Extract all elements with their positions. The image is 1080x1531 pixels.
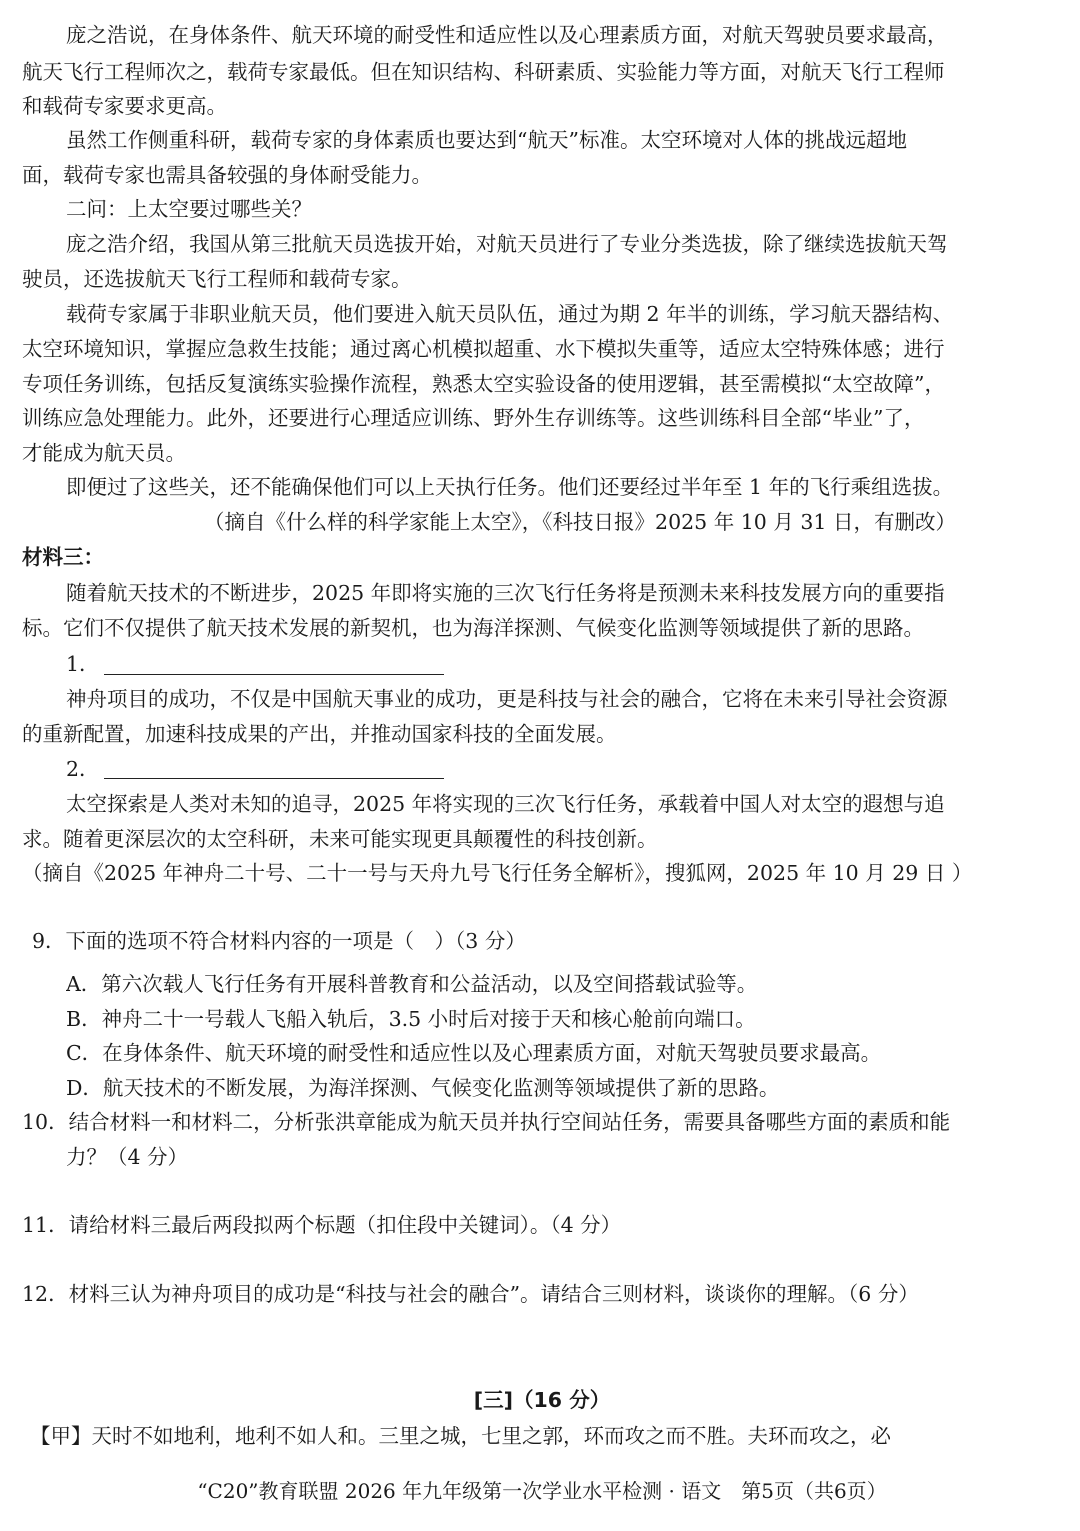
paragraph-line: 训练应急处理能力。此外，还要进行心理适应训练、野外生存训练等。这些训练科目全部“毕业”了，	[22, 406, 925, 430]
question-9	[32, 924, 1072, 958]
blank-label-1: 1．	[66, 652, 100, 676]
paragraph-line: 太空探索是人类对未知的追寻，2025 年将实现的三次飞行任务，承载着中国人对太空的遐想与追	[66, 792, 945, 816]
page-footer: “C20”教育联盟 2026 年九年级第一次学业水平检测 · 语文 第5页（共6页）	[197, 1479, 887, 1503]
paragraph-line: 庞之浩介绍，我国从第三批航天员选拔开始，对航天员进行了专业分类选拔，除了继续选拔航天驾	[66, 232, 948, 256]
option-a[interactable]: A．第六次载人飞行任务有开展科普教育和公益活动，以及空间搭载试验等。	[66, 972, 758, 996]
question-9-prefix: 9．下面的选项	[32, 929, 169, 953]
question-9-emphasis: 不符合 • • •	[168, 929, 230, 953]
option-c[interactable]: C．在身体条件、航天环境的耐受性和适应性以及心理素质方面，对航天驾驶员要求最高。	[66, 1041, 882, 1065]
question-9-suffix: 材料内容的一项是（ ）（3 分）	[229, 929, 526, 953]
paragraph-line: 才能成为航天员。	[22, 441, 186, 465]
answer-blank-2[interactable]	[104, 778, 444, 779]
paragraph-line: 的重新配置，加速科技成果的产出，并推动国家科技的全面发展。	[22, 722, 617, 746]
paragraph-line: 随着航天技术的不断进步，2025 年即将实施的三次飞行任务将是预测未来科技发展方向的重要指	[66, 581, 945, 605]
paragraph-line: 庞之浩说，在身体条件、航天环境的耐受性和适应性以及心理素质方面，对航天驾驶员要求最高，	[66, 23, 948, 47]
paragraph-line: 神舟项目的成功，不仅是中国航天事业的成功，更是科技与社会的融合，它将在未来引导社会资源	[66, 687, 948, 711]
source-citation: （摘自《2025 年神舟二十号、二十一号与天舟九号飞行任务全解析》，搜狐网，2025 年 10 月 29 日 ）	[22, 861, 973, 885]
paragraph-line: 求。随着更深层次的太空科研，未来可能实现更具颠覆性的科技创新。	[22, 827, 658, 851]
question-12: 12．材料三认为神舟项目的成功是“科技与社会的融合”。请结合三则材料，谈谈你的理解。（6 分）	[22, 1282, 919, 1306]
section-three-title: [三]（16 分）	[473, 1388, 611, 1412]
paragraph-line: 虽然工作侧重科研，载荷专家的身体素质也要达到“航天”标准。太空环境对人体的挑战远超地	[66, 128, 907, 152]
paragraph-line: 面，载荷专家也需具备较强的身体耐受能力。	[22, 163, 432, 187]
answer-blank-1[interactable]	[104, 674, 444, 675]
paragraph-line: 航天飞行工程师次之，载荷专家最低。但在知识结构、科研素质、实验能力等方面，对航天飞行工程师	[22, 60, 945, 84]
blank-label-2: 2．	[66, 757, 100, 781]
classical-text-line: 【甲】天时不如地利，地利不如人和。三里之城，七里之郭，环而攻之而不胜。夫环而攻之，必	[30, 1424, 891, 1448]
subheading-question-two: 二问：上太空要过哪些关？	[66, 197, 312, 221]
paragraph-line: 驶员，还选拔航天飞行工程师和载荷专家。	[22, 267, 412, 291]
paragraph-line: 载荷专家属于非职业航天员，他们要进入航天员队伍，通过为期 2 年半的训练，学习航天器结构、	[66, 302, 954, 326]
option-d[interactable]: D．航天技术的不断发展，为海洋探测、气候变化监测等领域提供了新的思路。	[66, 1076, 780, 1100]
question-10: 10．结合材料一和材料二，分析张洪章能成为航天员并执行空间站任务，需要具备哪些方面的素质和能	[22, 1110, 951, 1134]
paragraph-line: 即便过了这些关，还不能确保他们可以上天执行任务。他们还要经过半年至 1 年的飞行乘组选拔。	[66, 475, 954, 499]
question-10-continued: 力？（4 分）	[66, 1145, 189, 1169]
option-b[interactable]: B．神舟二十一号载人飞船入轨后，3.5 小时后对接于天和核心舱前向端口。	[66, 1007, 756, 1031]
paragraph-line: 标。它们不仅提供了航天技术发展的新契机，也为海洋探测、气候变化监测等领域提供了新的思路。	[22, 616, 924, 640]
source-citation: （摘自《什么样的科学家能上太空》，《科技日报》2025 年 10 月 31 日，有删改）	[204, 510, 956, 534]
paragraph-line: 专项任务训练，包括反复演练实验操作流程，熟悉太空实验设备的使用逻辑，甚至需模拟“太空故障”，	[22, 372, 945, 396]
question-11: 11．请给材料三最后两段拟两个标题（扣住段中关键词）。（4 分）	[22, 1213, 622, 1237]
material-three-heading: 材料三：	[22, 545, 104, 569]
paragraph-line: 太空环境知识，掌握应急救生技能；通过离心机模拟超重、水下模拟失重等，适应太空特殊体感；进行	[22, 337, 945, 361]
paragraph-line: 和载荷专家要求更高。	[22, 94, 227, 118]
